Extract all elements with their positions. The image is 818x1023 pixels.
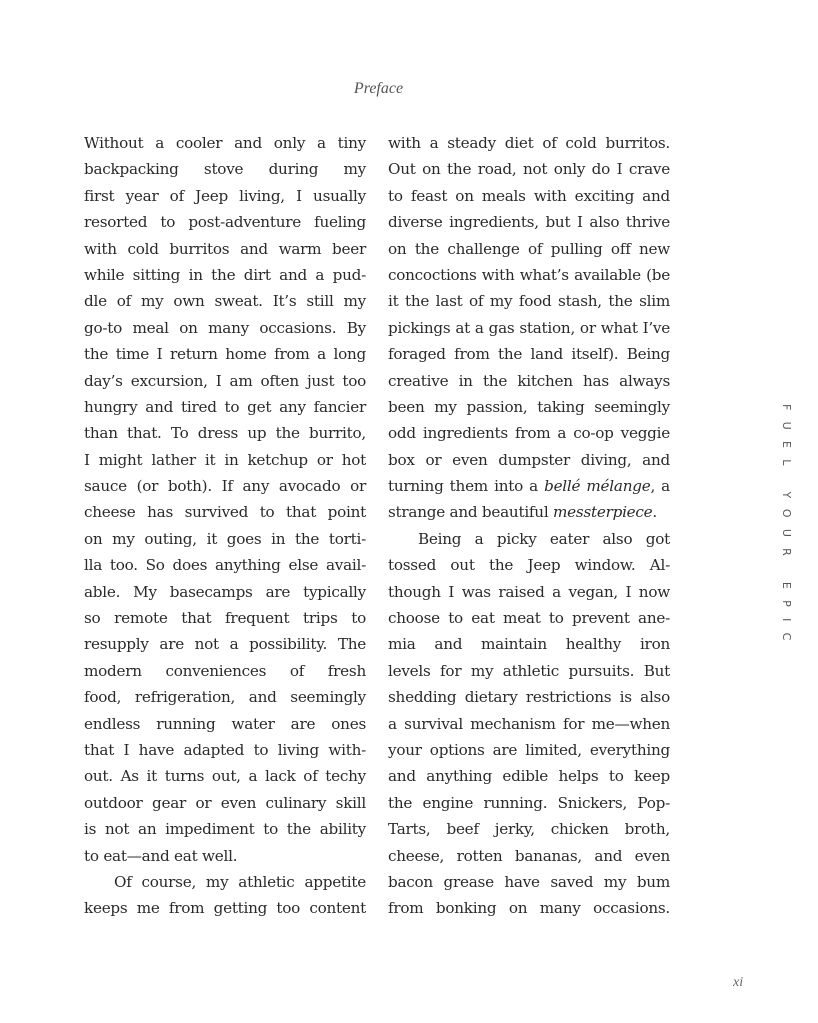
right-column <box>388 130 670 922</box>
text-line: backpacking stove during my <box>84 160 366 179</box>
text-line: dle of my own sweat. It’s still my <box>84 292 366 311</box>
text-line <box>388 499 670 525</box>
text-line: diverse ingredients, but I also thrive <box>388 213 670 232</box>
text-line: able. My basecamps are typically <box>84 582 366 601</box>
text-line: cheese, rotten bananas, and even <box>388 846 670 865</box>
italic-phrase: bellé mélange <box>544 477 651 496</box>
running-head: Preface <box>353 80 404 97</box>
text-line: go-to meal on many occasions. By <box>84 318 366 337</box>
text-line <box>388 473 670 499</box>
text-line: out. As it turns out, a lack of techy <box>84 767 366 786</box>
text-line: to eat—and eat well. <box>84 846 238 865</box>
text-line: concoctions with what’s available (be <box>388 265 670 284</box>
text-line: Without a cooler and only a tiny <box>84 134 366 152</box>
text-line: first year of Jeep living, I usually <box>84 186 366 205</box>
text-line: foraged from the land itself). Being <box>388 345 670 364</box>
text-line: choose to eat meat to prevent ane- <box>388 609 670 628</box>
text-line: outdoor gear or even culinary skill <box>84 793 366 812</box>
text-line: been my passion, taking seemingly <box>388 397 670 416</box>
text-line: mia and maintain healthy iron <box>388 635 670 654</box>
text-line: pickings at a gas station, or what I’ve <box>388 318 670 337</box>
text-line: the time I return home from a long <box>84 345 366 364</box>
text-line: Out on the road, not only do I crave <box>388 160 670 179</box>
text-line: a survival mechanism for me—when <box>388 714 670 733</box>
text-line: that I have adapted to living with- <box>84 740 366 759</box>
text-line: resupply are not a possibility. The <box>84 635 366 654</box>
left-column <box>84 130 366 922</box>
text-line: with cold burritos and warm beer <box>84 239 366 258</box>
text-line: food, refrigeration, and seemingly <box>84 688 366 707</box>
text-line: though I was raised a vegan, I now <box>388 582 670 601</box>
text-line: creative in the kitchen has always <box>388 371 670 390</box>
text-line: to feast on meals with exciting and <box>388 186 670 205</box>
text-run: , a <box>650 477 670 496</box>
text-line: your options are limited, everything <box>388 740 670 759</box>
text-line: odd ingredients from a co-op veggie <box>388 424 670 443</box>
paragraph-start-line: Being a picky eater also got <box>418 529 670 548</box>
text-line: sauce (or both). If any avocado or <box>84 477 366 496</box>
text-line: box or even dumpster diving, and <box>388 450 670 469</box>
text-run: turning them into a <box>388 477 545 496</box>
text-line: the engine running. Snickers, Pop- <box>388 793 670 812</box>
text-line: so remote that frequent trips to <box>84 609 366 628</box>
text-line: lla too. So does anything else avail- <box>84 556 366 575</box>
text-line: shedding dietary restrictions is also <box>388 688 670 707</box>
text-line: from bonking on many occasions. <box>388 899 670 918</box>
text-line: hungry and tired to get any fancier <box>84 397 366 416</box>
text-line: on my outing, it goes in the torti- <box>84 529 366 548</box>
text-line: while sitting in the dirt and a pud- <box>84 265 366 284</box>
text-line: cheese has survived to that point <box>84 503 366 522</box>
text-line: levels for my athletic pursuits. But <box>388 661 670 680</box>
text-line: is not an impediment to the ability <box>84 820 366 839</box>
text-run: strange and beautiful <box>388 503 554 522</box>
text-line: on the challenge of pulling off new <box>388 239 670 258</box>
text-line: with a steady diet of cold burritos. <box>388 134 670 152</box>
text-line: I might lather it in ketchup or hot <box>84 450 366 469</box>
italic-phrase: messterpiece <box>553 503 653 522</box>
text-line: tossed out the Jeep window. Al- <box>388 556 670 575</box>
text-line: bacon grease have saved my bum <box>388 872 670 891</box>
paragraph-start-line: Of course, my athletic appetite <box>114 872 366 891</box>
text-line: and anything edible helps to keep <box>388 767 670 786</box>
page-number: xi <box>733 975 744 990</box>
text-line: endless running water are ones <box>84 714 366 733</box>
text-line: resorted to post-adventure fueling <box>84 213 366 232</box>
chapter-side-tab: FUEL YOUR EPIC <box>780 404 793 652</box>
text-line: keeps me from getting too content <box>84 899 366 918</box>
text-run: . <box>652 503 657 522</box>
text-line: Tarts, beef jerky, chicken broth, <box>388 820 670 839</box>
text-line: day’s excursion, I am often just too <box>84 371 366 390</box>
text-line: than that. To dress up the burrito, <box>84 424 366 443</box>
text-line: modern conveniences of fresh <box>84 661 366 680</box>
text-line: it the last of my food stash, the slim <box>388 292 670 311</box>
